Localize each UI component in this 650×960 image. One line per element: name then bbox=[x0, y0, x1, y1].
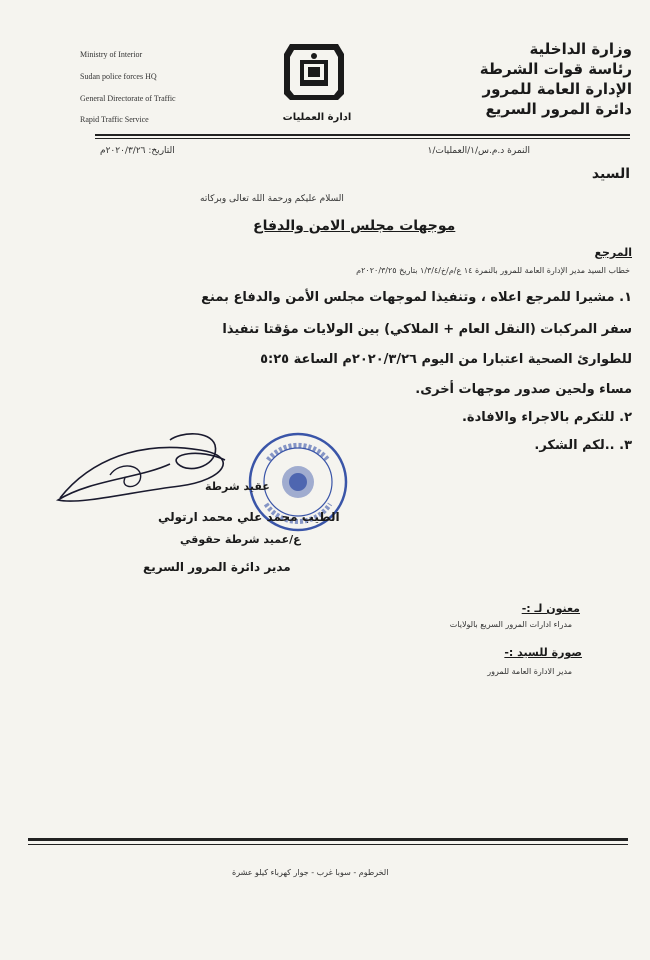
paragraph-3: ٣. ..لكم الشكر. bbox=[534, 438, 632, 453]
footer-divider-2 bbox=[28, 844, 628, 845]
header-english-line-1: Ministry of Interior bbox=[80, 50, 143, 59]
signatory-title: ع/عميد شرطة حقوقي bbox=[180, 533, 301, 546]
header-divider-2 bbox=[95, 138, 630, 139]
paragraph-1-line-2: سفر المركبات (النقل العام + الملاكي) بين الولايات مؤقتا تنفيذا bbox=[222, 322, 632, 337]
addressed-to-item: مدراء ادارات المرور السريع بالولايات bbox=[449, 620, 572, 629]
header-english-line-2: Sudan police forces HQ bbox=[80, 72, 157, 81]
header-arabic-line-4: دائرة المرور السريع bbox=[485, 100, 632, 118]
paragraph-1-line-3: للطوارئ الصحية اعتبارا من اليوم ٢٠٢٠/٣/٢٦م الساعة ٥:٢٥ bbox=[260, 352, 632, 367]
paragraph-1-line-1: ١. مشيرا للمرجع اعلاه ، وتنفيذا لموجهات مجلس الأمن والدفاع بمنع bbox=[201, 290, 632, 305]
signatory-name: الطيب محمد علي محمد ارتولي bbox=[158, 510, 340, 524]
reference-label: المرجع bbox=[594, 246, 632, 259]
logo-caption: ادارة العمليات bbox=[282, 112, 352, 123]
subject-title: موجهات مجلس الامن والدفاع bbox=[253, 218, 456, 234]
handwritten-signature bbox=[50, 420, 250, 520]
addressed-to-label: معنون لـ :- bbox=[521, 602, 580, 615]
salutation: السيد bbox=[591, 166, 630, 182]
paragraph-2: ٢. للتكرم بالاجراء والافادة. bbox=[461, 410, 632, 425]
footer-address: الخرطوم - سوبا غرب - جوار كهرباء كيلو عشرة bbox=[232, 868, 389, 877]
signatory-position: مدير دائرة المرور السريع bbox=[143, 560, 291, 574]
cc-label: صورة للسيد :- bbox=[504, 646, 582, 659]
signatory-rank: عقيد شرطة bbox=[205, 480, 270, 493]
footer-divider-1 bbox=[28, 838, 628, 841]
cc-item: مدير الادارة العامة للمرور bbox=[487, 667, 572, 676]
header-english-line-4: Rapid Traffic Service bbox=[80, 115, 149, 124]
header-arabic-line-3: الإدارة العامة للمرور bbox=[482, 80, 632, 98]
greeting: السلام عليكم ورحمة الله تعالى وبركاته bbox=[200, 194, 344, 204]
reference-text: خطاب السيد مدير الإدارة العامة للمرور بالنمرة ١٤ ع/م/خ/١/٣/٤ بتاريخ ٢٠٢٠/٣/٢٥م bbox=[356, 266, 630, 275]
header-english-line-3: General Directorate of Traffic bbox=[80, 94, 176, 103]
police-emblem-logo bbox=[280, 40, 348, 104]
header-divider-1 bbox=[95, 134, 630, 136]
reference-number: النمرة د.م.س/١/العمليات/١ bbox=[427, 146, 530, 156]
paragraph-1-line-4: مساء ولحين صدور موجهات أخرى. bbox=[415, 382, 632, 397]
header-arabic-line-2: رئاسة قوات الشرطة bbox=[479, 60, 632, 78]
header-arabic-line-1: وزارة الداخلية bbox=[529, 40, 632, 58]
letter-date: التاريخ: ٢٠٢٠/٣/٢٦م bbox=[100, 146, 175, 156]
